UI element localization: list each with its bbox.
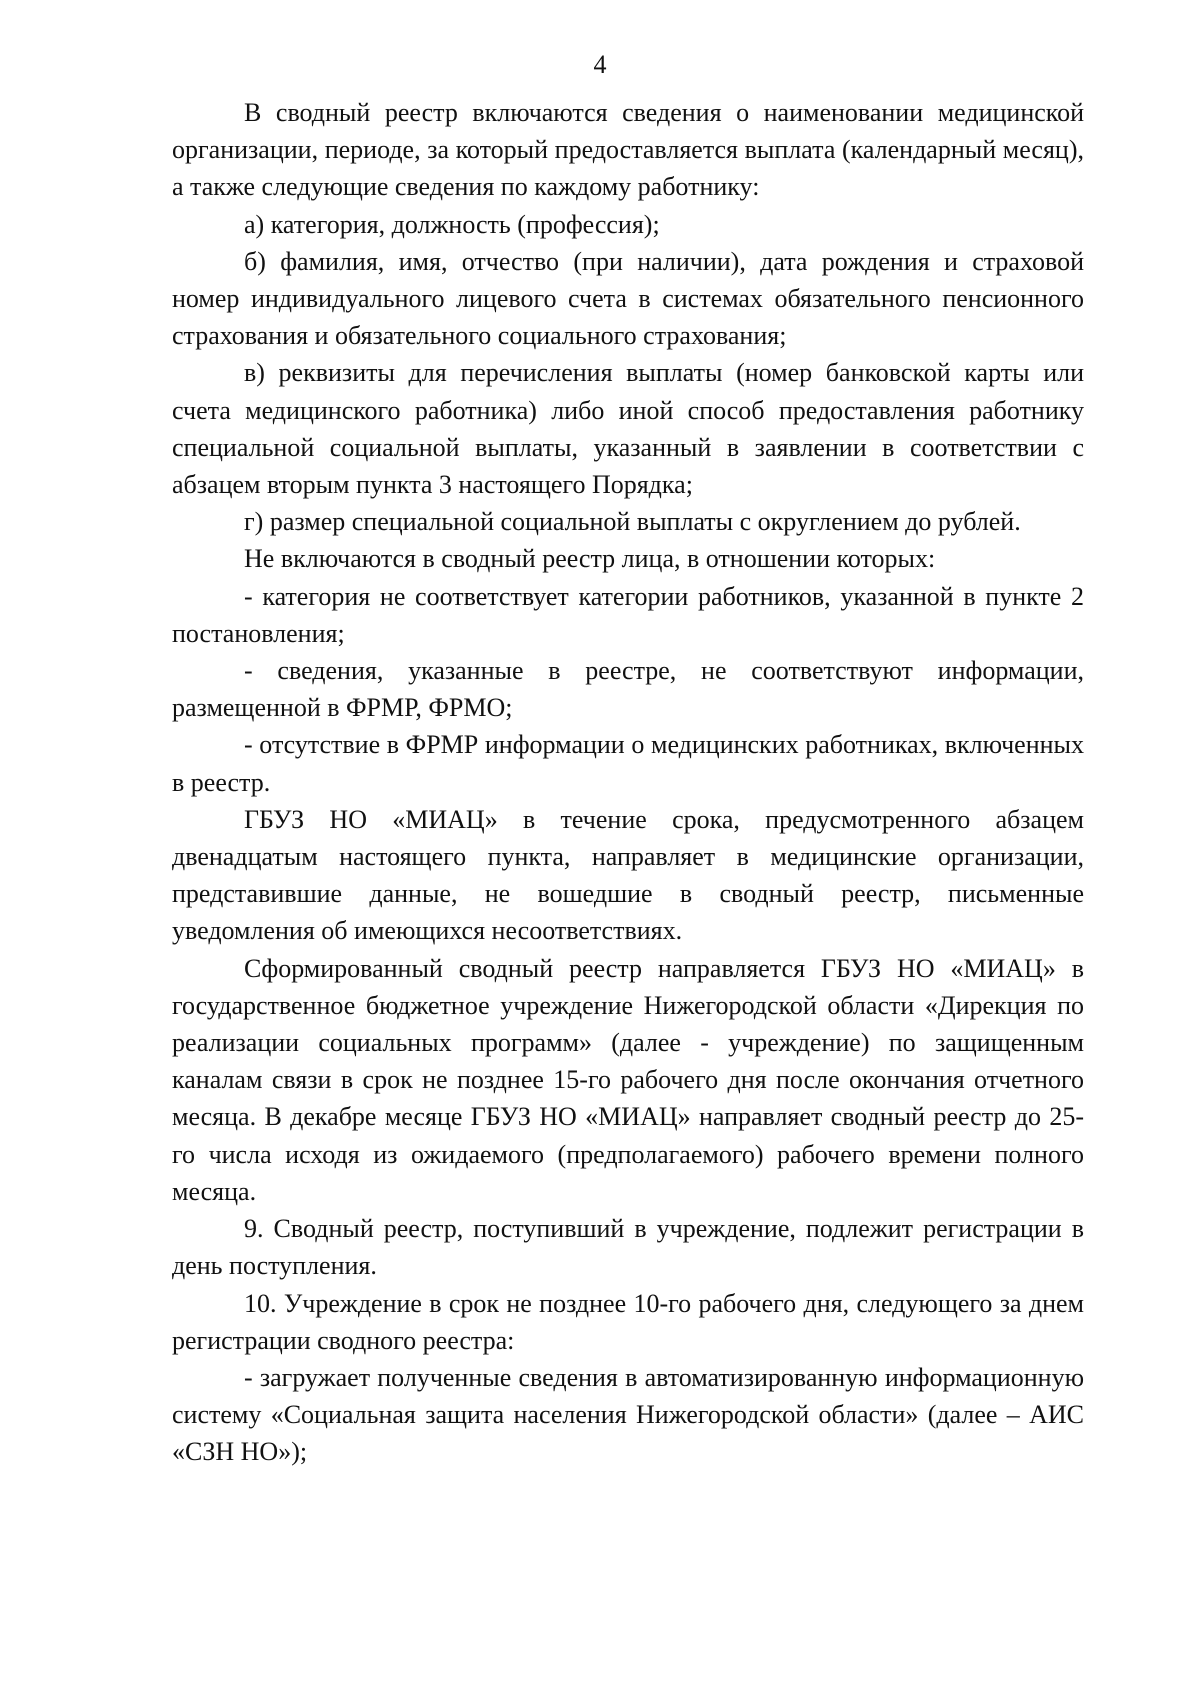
paragraph-item-a: а) категория, должность (профессия); bbox=[244, 209, 660, 239]
paragraph-exclusions: Не включаются в сводный реестр лица, в отношении которых: bbox=[244, 544, 936, 574]
paragraph-miac-notice: ГБУЗ НО «МИАЦ» в течение срока, предусмотренного абзацем двенадцатым настоящего пункта, направляет в медицинские организации, представившие данные, не вошедшие в сводный реестр, письменные уведомления об имеющихся несоответствиях. bbox=[172, 804, 1084, 946]
paragraph-registry-contents: В сводный реестр включаются сведения о наименовании медицинской организации, периоде, за который предоставляется выплата (календарный месяц), а также следующие сведения по каждому работнику: bbox=[172, 98, 1084, 202]
paragraph-exclusion-1: - категория не соответствует категории работников, указанной в пункте 2 постановления; bbox=[172, 581, 1084, 648]
document-body bbox=[172, 94, 1084, 1471]
paragraph-point-9: 9. Сводный реестр, поступивший в учреждение, подлежит регистрации в день поступления. bbox=[172, 1214, 1084, 1281]
paragraph-exclusion-2: - сведения, указанные в реестре, не соответствуют информации, размещенной в ФРМР, ФРМО; bbox=[172, 656, 1084, 723]
paragraph-item-b: б) фамилия, имя, отчество (при наличии), дата рождения и страховой номер индивидуального лицевого счета в системах обязательного пенсионного страхования и обязательного социального страхования; bbox=[172, 246, 1084, 351]
paragraph-registry-sending: Сформированный сводный реестр направляется ГБУЗ НО «МИАЦ» в государственное бюджетное учреждение Нижегородской области «Дирекция по реализации социальных программ» (далее - учреждение) по защищенным каналам связи в срок не позднее 15-го рабочего дня после окончания отчетного месяца. В декабре месяце ГБУЗ НО «МИАЦ» направляет сводный реестр до 25-го числа исходя из ожидаемого (предполагаемого) рабочего времени полного месяца. bbox=[172, 953, 1084, 1206]
paragraph-item-v: в) реквизиты для перечисления выплаты (номер банковской карты или счета медицинского работника) либо иной способ предоставления работнику специальной социальной выплаты, указанный в заявлении в соответствии с абзацем вторым пункта 3 настоящего Порядка; bbox=[172, 358, 1084, 500]
paragraph-point-10-upload: - загружает полученные сведения в автоматизированную информационную систему «Социальная защита населения Нижегородской области» (далее – АИС «СЗН НО»); bbox=[172, 1362, 1084, 1467]
paragraph-point-10: 10. Учреждение в срок не позднее 10-го рабочего дня, следующего за днем регистрации сводного реестра: bbox=[172, 1288, 1084, 1355]
paragraph-item-g: г) размер специальной социальной выплаты с округлением до рублей. bbox=[244, 507, 1021, 537]
page-number: 4 bbox=[593, 50, 607, 79]
paragraph-exclusion-3: - отсутствие в ФРМР информации о медицинских работниках, включенных в реестр. bbox=[172, 730, 1084, 797]
